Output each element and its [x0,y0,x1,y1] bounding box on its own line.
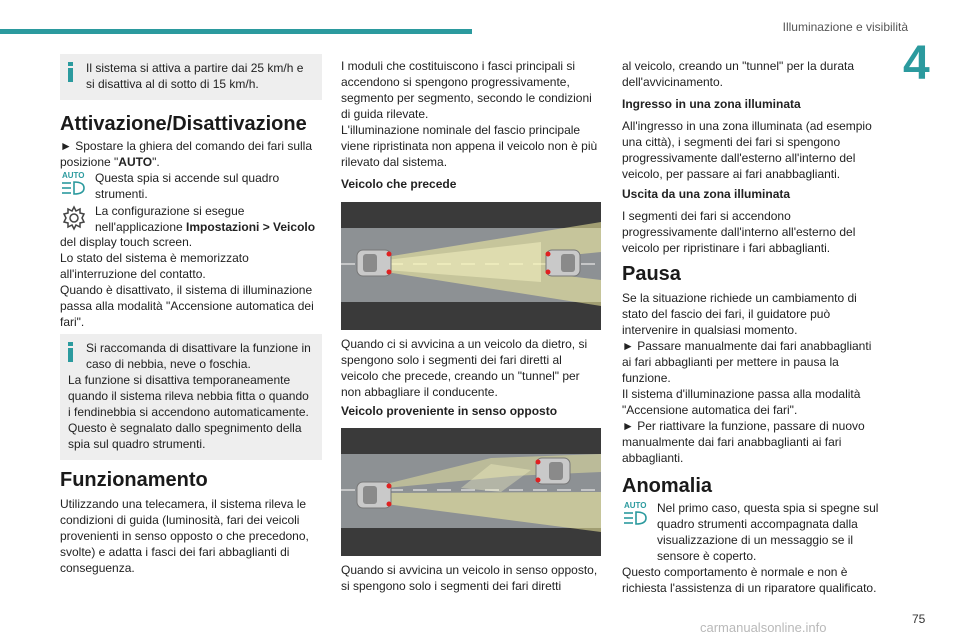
paragraph-oncoming: Quando si avvicina un veicolo in senso opposto, si spengono solo i segmenti dei fari diretti [341,563,598,593]
paragraph-memo: Lo stato del sistema è memorizzato all'interruzione del contatto. [60,251,249,281]
chapter-number: 4 [903,37,930,90]
heading-operation: Funzionamento [60,469,208,491]
info-icon [68,62,74,82]
heading-enter-lit-zone: Ingresso in una zona illuminata [622,97,801,111]
paragraph-fault-2: Questo comportamento è normale e non è richiesta l'assistenza di un riparatore qualificato. [622,565,877,595]
illustration-oncoming-vehicle [341,428,601,556]
heading-exit-lit-zone: Uscita da una zona illuminata [622,187,791,201]
heading-fault: Anomalia [622,475,713,497]
paragraph-enter: All'ingresso in una zona illuminata (ad esempio una città), i segmenti dei fari si spengono progressivamente dall'esterno all'interno del veicolo, per passare ai fari anabbaglianti. [622,119,872,181]
auto-headlight-icon [60,170,88,200]
heading-preceding: Veicolo che precede [341,177,457,191]
svg-text:AUTO: AUTO [624,501,647,510]
ego-car [357,250,392,276]
paragraph-pause-4: ► Per riattivare la funzione, passare di nuovo manualmente dai fari anabbaglianti ai fari abbaglianti. [622,419,865,465]
info-icon [68,342,74,362]
paragraph-pause-3: Il sistema d'illuminazione passa alla modalità "Accensione automatica dei fari". [622,387,861,417]
heading-activation: Attivazione/Disattivazione [60,113,307,135]
paragraph-light-on: Questa spia si accende sul quadro strumenti. [95,171,280,201]
paragraph-operation: Utilizzando una telecamera, il sistema rileva le condizioni di guida (luminosità, fari dei veicoli provenienti in senso opposto o che precedono, svolte) e adatta i fasci dei fari abbaglianti di conseguenza. [60,497,309,575]
paragraph-pause-2: ► Passare manualmente dai fari anabbaglianti ai fari abbaglianti per mettere in pausa la funzione. [622,339,872,385]
svg-text:AUTO: AUTO [62,171,85,180]
top-accent-bar [0,29,472,34]
paragraph-disabled: Quando è disattivato, il sistema di illuminazione passa alla modalità "Accensione automatica dei fari". [60,283,314,329]
fault-light-row [622,500,884,564]
page-number: 75 [912,612,926,626]
paragraph-tunnel: al veicolo, creando un "tunnel" per la durata dell'avvicinamento. [622,59,855,89]
paragraph-modules: I moduli che costituiscono i fasci principali si accendono si spengono progressivamente, segmento per segmento, secondo le condizioni di guida rilevate. [341,59,592,121]
preceding-car [546,250,581,276]
auto-light-row [60,170,322,202]
paragraph-config: La configurazione si esegue nell'applicazione Impostazioni > Veicolo [95,204,316,234]
paragraph-nominal: L'illuminazione nominale del fascio principale viene ripristinata non appena il veicolo non è più rilevato dal sistema. [341,123,598,169]
ego-car [357,482,392,508]
paragraph-fault-1: Nel primo caso, questa spia si spegne sul quadro strumenti accompagnata dalla visualizzazione di un messaggio se il sensore è coperto. [657,501,879,563]
heading-pause: Pausa [622,263,681,285]
paragraph-config-end: del display touch screen. [60,235,193,249]
info-box-speed: Il sistema si attiva a partire dai 25 km/h e si disattiva al di sotto di 15 km/h. [60,54,322,100]
auto-headlight-icon [622,500,650,530]
config-row [60,203,322,235]
heading-oncoming: Veicolo proveniente in senso opposto [341,404,558,418]
paragraph-exit: I segmenti dei fari si accendono progressivamente dall'interno all'esterno del veicolo per ripristinare i fari abbaglianti. [622,209,856,255]
paragraph-move-ring: ► Spostare la ghiera del comando dei fari sulla posizione "AUTO". [60,139,313,169]
paragraph-preceding: Quando ci si avvicina a un veicolo da dietro, si spengono solo i segmenti dei fari diretti al veicolo che precede, creando un "tunnel" per non abbagliare il conducente. [341,337,588,399]
watermark: carmanualsonline.info [700,620,827,635]
info-box-fog: Si raccomanda di disattivare la funzione in caso di nebbia, neve o foschia. La funzione si disattiva temporaneamente quando il sistema rileva nebbia fitta o quando i fendinebbia si accendono automaticamente. Questo è segnalato dallo spegnimento della spia sul quadro strumenti. [60,334,322,460]
illustration-preceding-vehicle [341,202,601,330]
paragraph-pause-1: Se la situazione richiede un cambiamento di stato del fascio dei fari, il guidatore può intervenire in qualsiasi momento. [622,291,857,337]
section-title: Illuminazione e visibilità [782,20,908,34]
oncoming-car [536,458,571,484]
gear-icon [60,203,88,233]
